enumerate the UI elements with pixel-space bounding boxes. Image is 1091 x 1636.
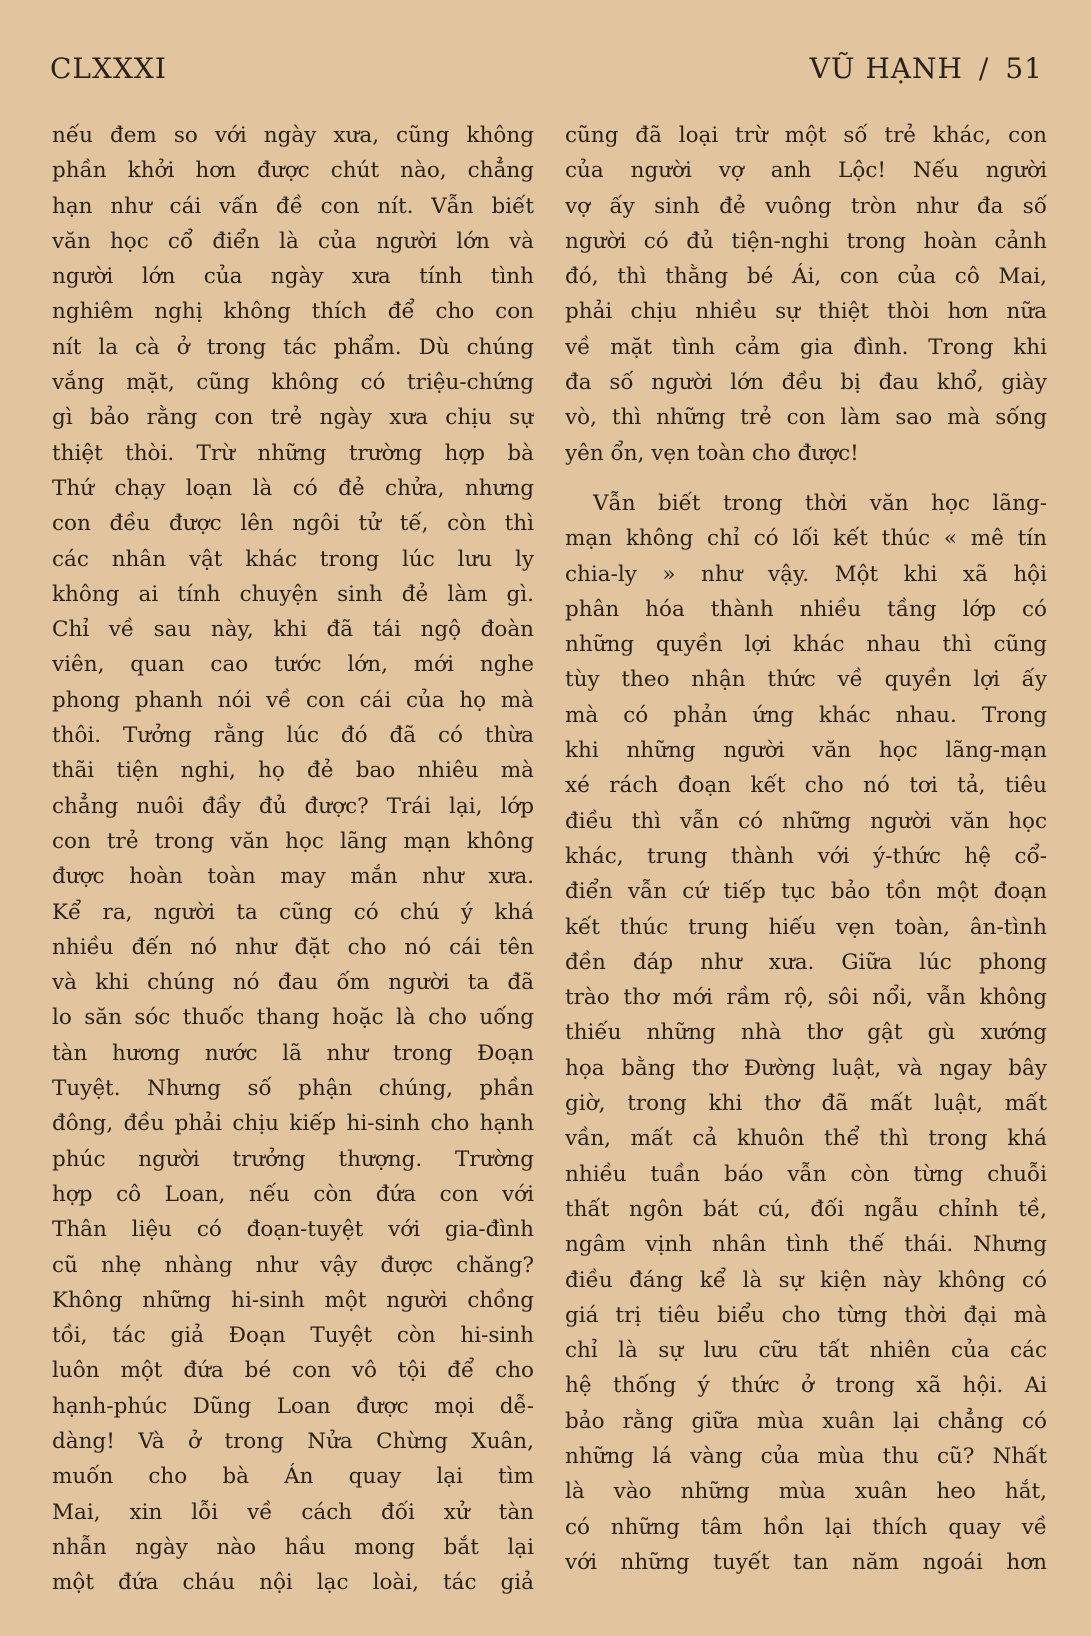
- text-line: thôi. Tưởng rằng lúc đó đã có thừa: [52, 723, 534, 749]
- text-line: hợp cô Loan, nếu còn đứa con với: [52, 1181, 534, 1207]
- text-line: Thứ chạy loạn là có đẻ chửa, nhưng: [52, 475, 534, 501]
- text-line: khác, trung thành với ý-thức hệ cổ-: [565, 843, 1047, 869]
- text-line: thiệt thòi. Trừ những trường hợp bà: [52, 440, 534, 466]
- text-line: thãi tiện nghi, họ đẻ bao nhiêu mà: [52, 758, 534, 784]
- text-line: Thân liệu có đoạn-tuyệt với gia-đình: [52, 1217, 534, 1243]
- text-line: phúc người trưởng thượng. Trường: [52, 1146, 534, 1172]
- text-line: tồi, tác giả Đoạn Tuyệt còn hi-sinh: [52, 1323, 534, 1349]
- text-line: giá trị tiêu biểu cho từng thời đại mà: [565, 1302, 1047, 1328]
- text-line: luôn một đứa bé con vô tội để cho: [52, 1358, 534, 1384]
- text-line: kết thúc trung hiếu vẹn toàn, ân-tình: [565, 914, 1047, 940]
- text-line: nhiều đến nó như đặt cho nó cái tên: [52, 934, 534, 960]
- text-line: con trẻ trong văn học lãng mạn không: [52, 828, 534, 854]
- text-line: văn học cổ điển là của người lớn và: [52, 228, 534, 254]
- text-line: tàn hương nước lã như trong Đoạn: [52, 1040, 534, 1066]
- text-line: vợ ấy sinh đẻ vuông tròn như đa số: [565, 193, 1047, 219]
- text-line: chẳng nuôi đầy đủ được? Trái lại, lớp: [52, 793, 534, 819]
- text-line: về mặt tình cảm gia đình. Trong khi: [565, 334, 1047, 360]
- text-line: được hoàn toàn may mắn như xưa.: [52, 864, 534, 890]
- text-line: họa bằng thơ Đường luật, và ngay bây: [565, 1055, 1047, 1081]
- text-line: nghiêm nghị không thích để cho con: [52, 299, 534, 325]
- text-line: một đứa cháu nội lạc loài, tác giả: [52, 1570, 534, 1596]
- text-line: hạn như cái vấn đề con nít. Vẫn biết: [52, 193, 534, 219]
- text-line: là vào những mùa xuân heo hắt,: [565, 1479, 1047, 1505]
- text-line: vò, thì những trẻ con làm sao mà sống: [565, 405, 1047, 431]
- text-line: Chỉ về sau này, khi đã tái ngộ đoàn: [52, 617, 534, 643]
- header-right: [810, 52, 1043, 85]
- text-line: Vẫn biết trong thời văn học lãng-: [593, 490, 1047, 516]
- chapter-number: CLXXXI: [50, 51, 167, 85]
- text-line: cũ nhẹ nhàng như vậy được chăng?: [52, 1252, 534, 1278]
- text-line: viên, quan cao tước lớn, mới nghe: [52, 652, 534, 678]
- page-header: [50, 48, 1043, 88]
- text-line: điều thì vẫn có những người văn học: [565, 808, 1047, 834]
- text-line: nhiều tuần báo vẫn còn từng chuỗi: [565, 1161, 1047, 1187]
- page-number: 51: [1005, 51, 1043, 85]
- text-line: đông, đều phải chịu kiếp hi-sinh cho hạnh: [52, 1111, 534, 1137]
- text-line: phải chịu nhiều sự thiệt thòi hơn nữa: [565, 299, 1047, 325]
- text-line: hạnh-phúc Dũng Loan được mọi dễ-: [52, 1393, 534, 1419]
- text-line: tùy theo nhận thức về quyền lợi ấy: [565, 667, 1047, 693]
- text-line: chia-ly » như vậy. Một khi xã hội: [565, 561, 1047, 587]
- text-line: điều đáng kể là sự kiện này không có: [565, 1267, 1047, 1293]
- left-column: [52, 118, 534, 1600]
- text-line: Không những hi-sinh một người chồng: [52, 1287, 534, 1313]
- text-line: của người vợ anh Lộc! Nếu người: [565, 158, 1047, 184]
- right-paragraph-1: [565, 118, 1047, 471]
- text-line: có những tâm hồn lại thích quay về: [565, 1514, 1047, 1540]
- text-line: phong phanh nói về con cái của họ mà: [52, 687, 534, 713]
- text-line: gì bảo rằng con trẻ ngày xưa chịu sự: [52, 405, 534, 431]
- text-line: nếu đem so với ngày xưa, cũng không: [52, 123, 534, 148]
- text-line: giờ, trong khi thơ đã mất luật, mất: [565, 1091, 1047, 1117]
- text-line: nít la cà ở trong tác phẩm. Dù chúng: [52, 334, 534, 360]
- text-line: đó, thì thằng bé Ái, con của cô Mai,: [565, 264, 1047, 290]
- text-line: thiếu những nhà thơ gật gù xướng: [565, 1020, 1047, 1046]
- right-column: [565, 118, 1047, 1580]
- text-line: với những tuyết tan năm ngoái hơn: [565, 1549, 1047, 1575]
- text-line: đền đáp như xưa. Giữa lúc phong: [565, 949, 1047, 975]
- text-line: con đều được lên ngôi tử tế, còn thì: [52, 511, 534, 537]
- text-line: điển vẫn cứ tiếp tục bảo tồn một đoạn: [565, 879, 1047, 905]
- header-separator: /: [978, 51, 990, 85]
- text-line: trào thơ mới rầm rộ, sôi nổi, vẫn không: [565, 985, 1047, 1011]
- running-title: VŨ HẠNH: [809, 51, 963, 85]
- text-line: phân hóa thành nhiều tầng lớp có: [565, 596, 1047, 622]
- text-line: khi những người văn học lãng-mạn: [565, 738, 1047, 764]
- text-line: hệ thống ý thức ở trong xã hội. Ai: [565, 1373, 1047, 1399]
- text-line: đa số người lớn đều bị đau khổ, giày: [565, 370, 1047, 396]
- text-line: người có đủ tiện-nghi trong hoàn cảnh: [565, 228, 1047, 254]
- text-line: thất ngôn bát cú, đối ngẫu chỉnh tề,: [565, 1196, 1047, 1222]
- text-line: cũng đã loại trừ một số trẻ khác, con: [565, 123, 1047, 148]
- text-line: yên ổn, vẹn toàn cho được!: [565, 440, 859, 466]
- text-line: xé rách đoạn kết cho nó tơi tả, tiêu: [565, 773, 1047, 799]
- text-line: vắng mặt, cũng không có triệu-chứng: [52, 370, 534, 396]
- paragraph-gap: [565, 471, 1047, 486]
- text-line: dàng! Và ở trong Nửa Chừng Xuân,: [52, 1428, 534, 1454]
- text-line: mà có phản ứng khác nhau. Trong: [565, 702, 1047, 728]
- text-line: không ai tính chuyện sinh đẻ làm gì.: [52, 581, 534, 607]
- text-line: mạn không chỉ có lối kết thúc « mê tín: [565, 526, 1047, 552]
- text-line: Tuyệt. Nhưng số phận chúng, phần: [52, 1076, 534, 1102]
- right-paragraph-2: [565, 486, 1047, 1580]
- text-line: và khi chúng nó đau ốm người ta đã: [52, 970, 534, 996]
- text-line: chỉ là sự lưu cữu tất nhiên của các: [565, 1338, 1047, 1364]
- text-line: Kể ra, người ta cũng có chú ý khá: [52, 899, 534, 925]
- text-line: người lớn của ngày xưa tính tình: [52, 264, 534, 290]
- text-line: nhẫn ngày nào hầu mong bắt lại: [52, 1534, 534, 1560]
- text-line: những quyền lợi khác nhau thì cũng: [565, 632, 1047, 658]
- text-line: lo săn sóc thuốc thang hoặc là cho uống: [52, 1005, 534, 1031]
- text-line: phần khởi hơn được chút nào, chẳng: [52, 158, 534, 184]
- text-line: ngâm vịnh nhân tình thế thái. Nhưng: [565, 1232, 1047, 1258]
- text-line: bảo rằng giữa mùa xuân lại chẳng có: [565, 1408, 1047, 1434]
- text-line: muốn cho bà Án quay lại tìm: [52, 1464, 534, 1490]
- text-line: những lá vàng của mùa thu cũ? Nhất: [565, 1443, 1047, 1469]
- text-line: vần, mất cả khuôn thể thì trong khá: [565, 1126, 1047, 1152]
- text-line: các nhân vật khác trong lúc lưu ly: [52, 546, 534, 572]
- text-line: Mai, xin lỗi về cách đối xử tàn: [52, 1499, 534, 1525]
